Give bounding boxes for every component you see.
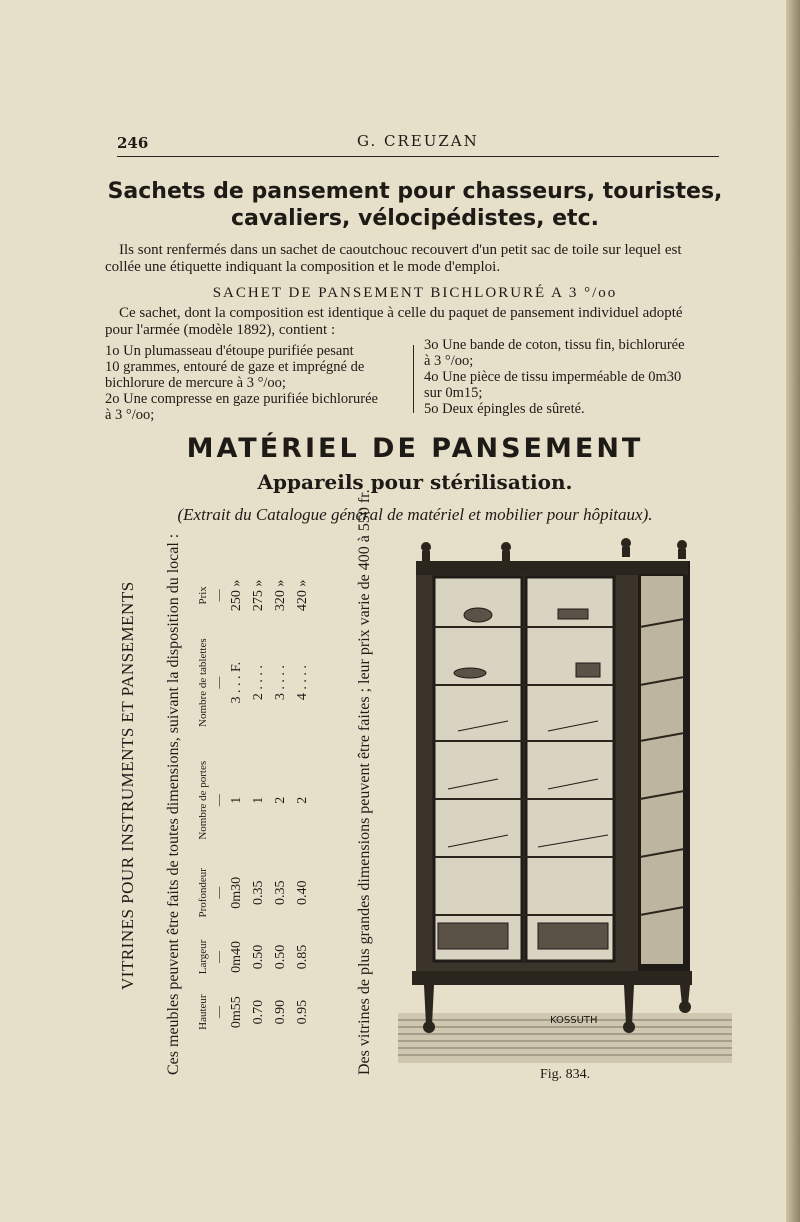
cell: 0m55 — [229, 996, 244, 1029]
cell: 0.85 — [295, 944, 310, 970]
col-header-largeur: Largeur — [197, 939, 209, 975]
left-item: bichlorure de mercure à 3 °/oo; — [105, 375, 286, 391]
dimensions-table: Hauteur Largeur Profondeur Nombre de portes Nombre de tablettes Prix — — — — — — 0m55 0m40 0m30 1 3 . . . F. 250 » 0.70 0.50 0.35 1 2 . . . . 275 » 0.90 0.50 0.35 2 3 . . . . 320 » 0.95 0.85 0.40 2 4 . . . . 420 » — [195, 570, 335, 1040]
col-header-prix: Prix — [197, 586, 209, 605]
cabinet-illustration — [398, 535, 732, 1065]
table-row — [270, 570, 292, 1040]
rotated-heading: VITRINES POUR INSTRUMENTS ET PANSEMENTS — [118, 581, 137, 990]
cell: 0.40 — [295, 880, 310, 906]
cell: 0.90 — [273, 999, 288, 1025]
page-edge — [786, 0, 800, 1222]
right-item: sur 0m15; — [424, 385, 483, 401]
intro-line-2: collée une étiquette indiquant la composition et le mode d'emploi. — [105, 259, 501, 275]
cell: 2 — [273, 796, 288, 804]
cell: 420 » — [295, 579, 310, 612]
rotated-note: Ces meubles peuvent être faits de toutes dimensions, suivant la disposition du local : — [165, 533, 182, 1075]
title-line-2: cavaliers, vélocipédistes, etc. — [231, 206, 599, 231]
catalogue-extract-note: (Extrait du Catalogue général de matériel et mobilier pour hôpitaux). — [177, 505, 653, 524]
composition-line-1: Ce sachet, dont la composition est identique à celle du paquet de pansement individuel adopté — [119, 305, 683, 321]
page-header — [117, 130, 719, 157]
col-header-profondeur: Profondeur — [197, 868, 209, 918]
cell: 0.50 — [251, 944, 266, 970]
page-title — [105, 178, 725, 232]
cell: 0.35 — [251, 880, 266, 906]
left-item: 2o Une compresse en gaze purifiée bichlorurée — [105, 391, 378, 407]
page-number: 246 — [117, 134, 149, 152]
table-row — [248, 570, 270, 1040]
title-line-1: Sachets de pansement pour chasseurs, touristes, — [107, 179, 723, 204]
composition-paragraph — [105, 305, 725, 339]
col-header-tablettes: Nombre de tablettes — [197, 638, 209, 727]
cell: 0.35 — [273, 880, 288, 906]
right-column — [424, 337, 729, 417]
section-title: MATÉRIEL DE PANSEMENT — [186, 433, 644, 464]
column-divider — [413, 345, 414, 413]
cell: 2 — [295, 796, 310, 804]
cell: 3 . . . F. — [229, 661, 244, 704]
left-item: à 3 °/oo; — [105, 407, 155, 423]
table-row — [292, 570, 314, 1040]
intro-line-1: Ils sont renfermés dans un sachet de caoutchouc recouvert d'un petit sac de toile sur lequel est — [119, 242, 682, 258]
composition-line-2: pour l'armée (modèle 1892), contient : — [105, 322, 336, 338]
cell: 250 » — [229, 579, 244, 612]
cell: 320 » — [273, 579, 288, 612]
cell: 0m40 — [229, 941, 244, 973]
cell: 0.50 — [273, 944, 288, 970]
rotated-footer-note: Des vitrines de plus grandes dimensions peuvent être faites ; leur prix varie de 400 à 550 fr. — [356, 489, 373, 1075]
cell: 1 — [229, 796, 244, 804]
cell: 4 . . . . — [295, 665, 310, 701]
subhead: SACHET DE PANSEMENT BICHLORURÉ A 3 °/oo — [212, 285, 618, 301]
left-column — [105, 343, 405, 423]
cell: 1 — [251, 796, 266, 804]
cell: 3 . . . . — [273, 665, 288, 701]
cell: 2 . . . . — [251, 665, 266, 701]
cell: 0.95 — [295, 999, 310, 1025]
col-header-hauteur: Hauteur — [197, 994, 209, 1030]
section-subtitle: Appareils pour stérilisation. — [257, 470, 573, 494]
left-item: 10 grammes, entouré de gaze et imprégné de — [105, 359, 365, 375]
intro-paragraph — [105, 242, 725, 276]
right-item: 4o Une pièce de tissu imperméable de 0m30 — [424, 369, 682, 385]
figure-caption: Fig. 834. — [540, 1067, 591, 1082]
cell: 0.70 — [251, 999, 266, 1025]
running-head: G. CREUZAN — [357, 132, 479, 150]
right-item: 3o Une bande de coton, tissu fin, bichlorurée — [424, 337, 685, 353]
left-item: 1o Un plumasseau d'étoupe purifiée pesant — [105, 343, 354, 359]
engraver-signature: KOSSUTH — [550, 1015, 598, 1026]
right-item: 5o Deux épingles de sûreté. — [424, 401, 585, 417]
cell: 0m30 — [229, 876, 244, 909]
table-row — [226, 570, 248, 1040]
col-header-portes: Nombre de portes — [197, 760, 209, 840]
right-item: à 3 °/oo; — [424, 353, 474, 369]
cell: 275 » — [251, 579, 266, 612]
